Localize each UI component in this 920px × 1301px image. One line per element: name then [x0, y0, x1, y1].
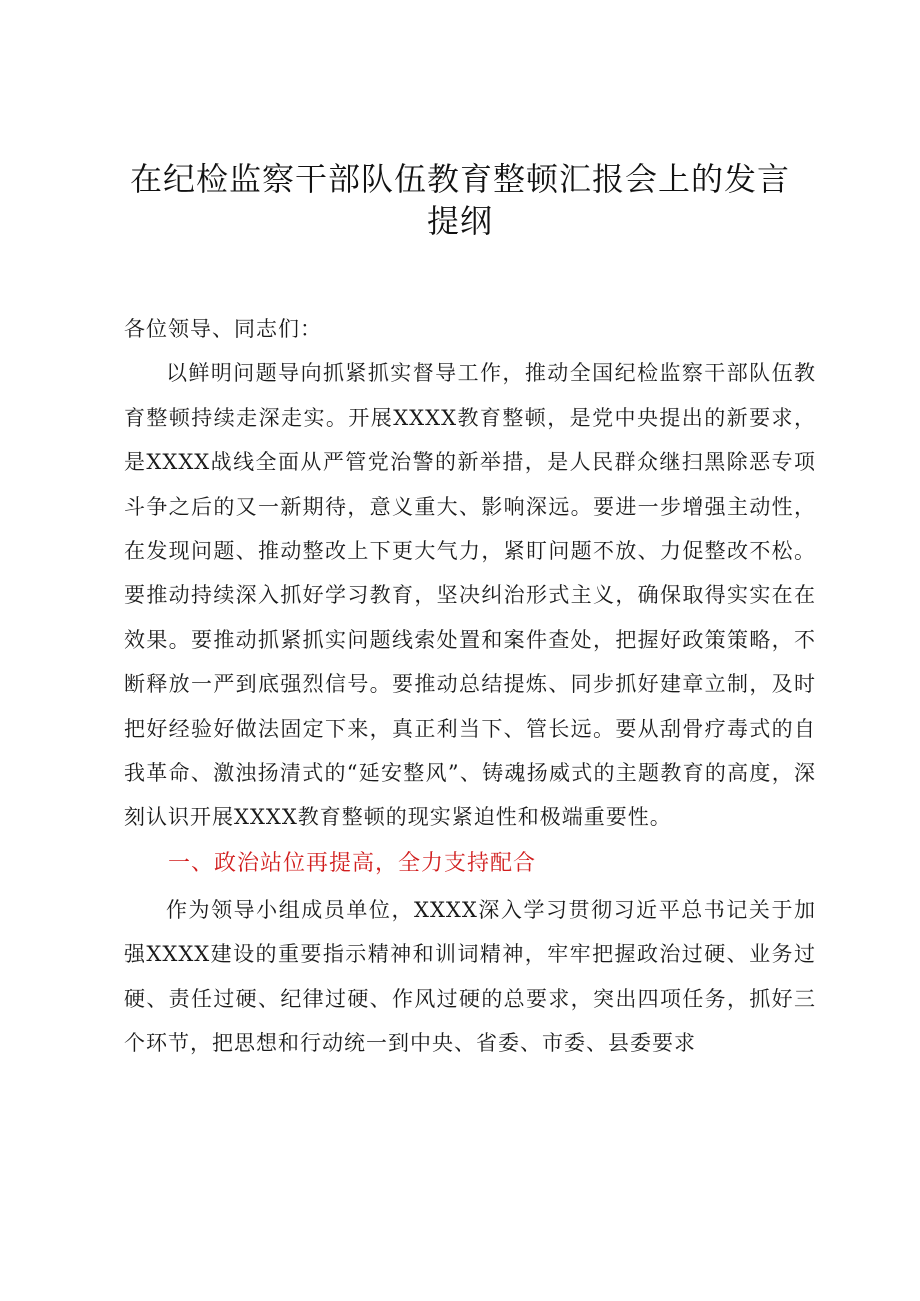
intro-paragraph: 以鲜明问题导向抓紧抓实督导工作，推动全国纪检监察干部队伍教育整顿持续走深走实。开展XXXX教育整顿，是党中央提出的新要求，是XXXX战线全面从严管党治警的新举措，是人民群众继扫黑除恶专项斗争之后的又一新期待，意义重大、影响深远。要进一步增强主动性，在发现问题、推动整改上下更大气力，紧盯问题不放、力促整改不松。要推动持续深入抓好学习教育，坚决纠治形式主义，确保取得实实在在效果。要推动抓紧抓实问题线索处置和案件查处，把握好政策策略，不断释放一严到底强烈信号。要推动总结提炼、同步抓好建章立制，及时把好经验好做法固定下来，真正利当下、管长远。要从刮骨疗毒式的自我革命、激浊扬清式的“延安整风”、铸魂扬威式的主题教育的高度，深刻认识开展XXXX教育整顿的现实紧迫性和极端重要性。: [124, 361, 816, 830]
document-body: [124, 307, 816, 1066]
salutation: 各位领导、同志们：: [124, 317, 322, 341]
document-title: 在纪检监察干部队伍教育整顿汇报会上的发言提纲: [129, 160, 790, 240]
section-heading-1: 一、政治站位再提高，全力支持配合: [168, 850, 537, 876]
section-1-paragraph: 作为领导小组成员单位，XXXX深入学习贯彻习近平总书记关于加强XXXX建设的重要指示精神和训词精神，牢牢把握政治过硬、业务过硬、责任过硬、纪律过硬、作风过硬的总要求，突出四项任务，抓好三个环节，把思想和行动统一到中央、省委、市委、县委要求: [124, 897, 816, 1056]
